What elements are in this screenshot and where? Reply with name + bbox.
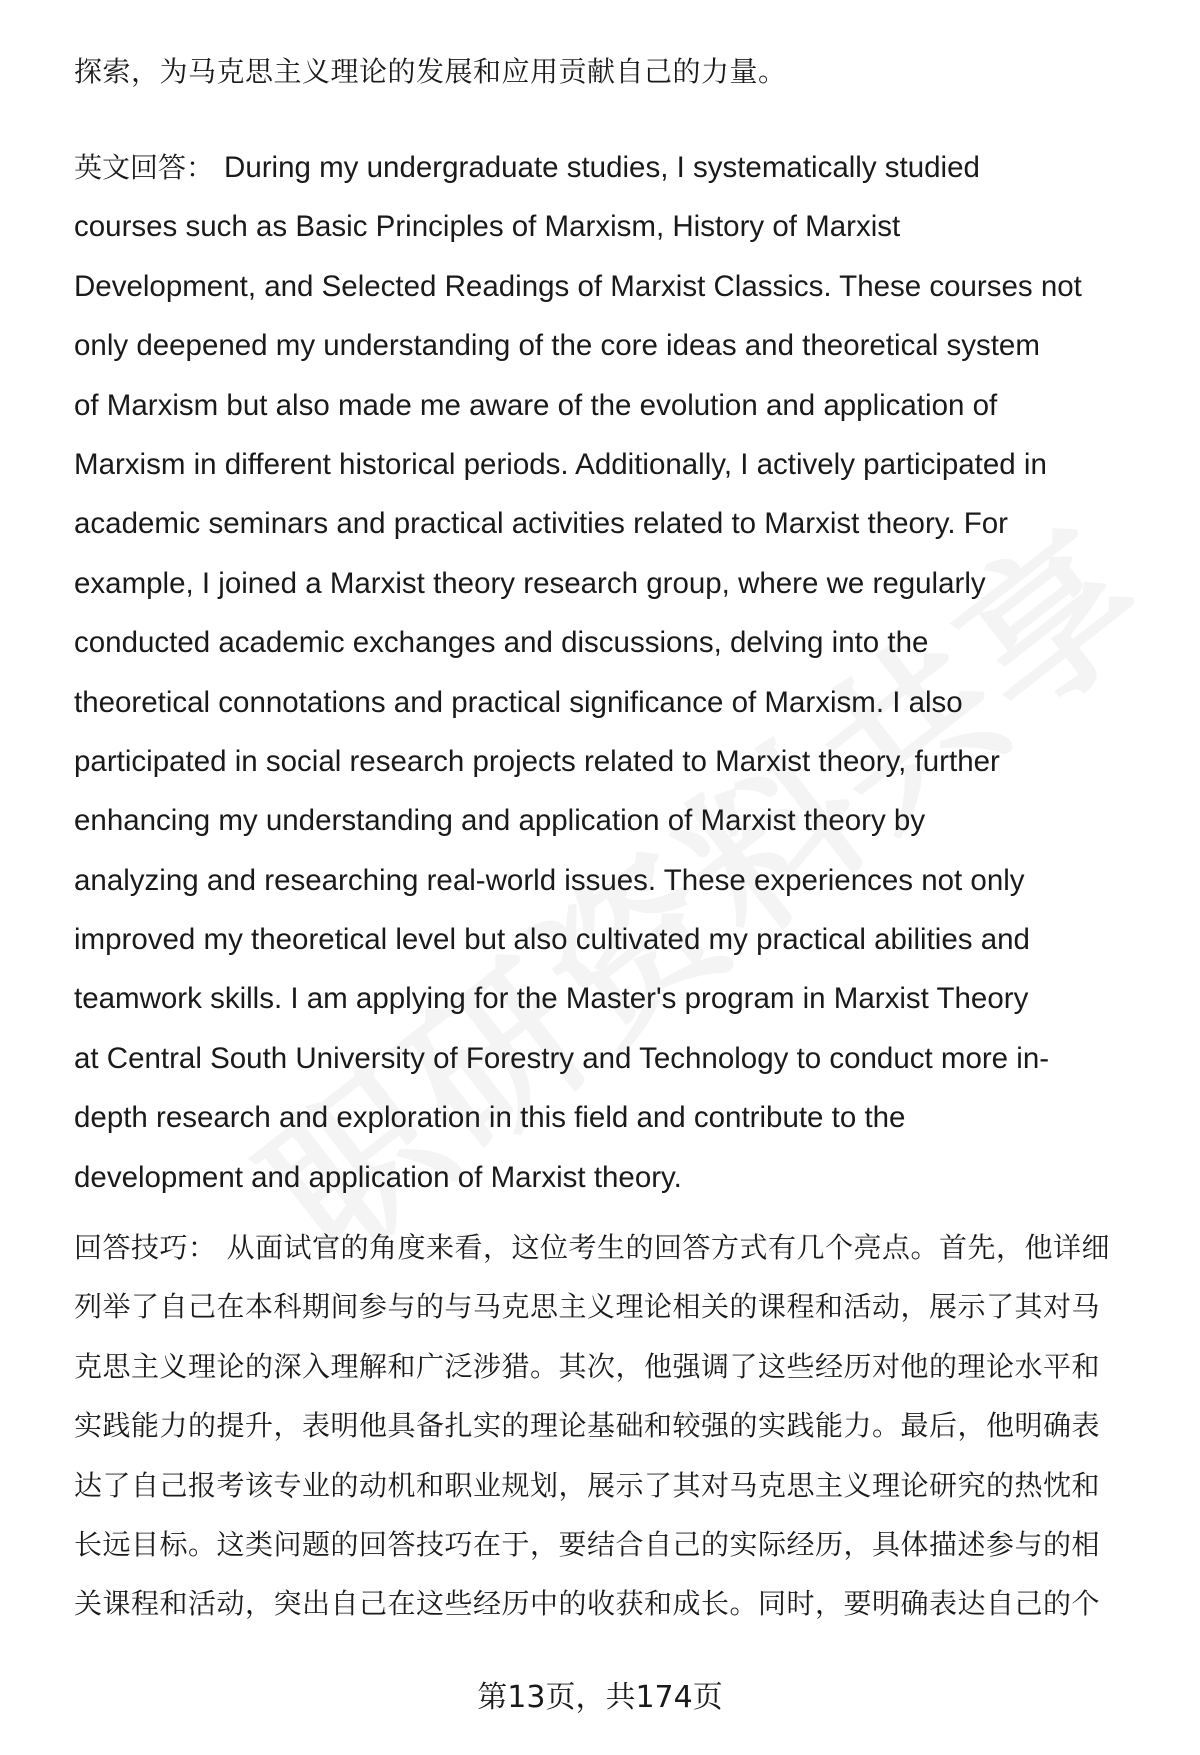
- section-label: 回答技巧：: [74, 1231, 217, 1264]
- text-line: [74, 1456, 1164, 1515]
- text-line: [74, 910, 1164, 969]
- text-line-content: 克思主义理论的深入理解和广泛涉猎。其次，他强调了这些经历对他的理论水平和: [74, 1349, 1101, 1383]
- text-line-content: 实践能力的提升，表明他具备扎实的理论基础和较强的实践能力。最后，他明确表: [74, 1409, 1101, 1443]
- text-line-content: depth research and exploration in this field and contribute to the: [74, 1101, 906, 1135]
- text-line: [74, 1574, 1164, 1633]
- text-line: [74, 138, 1164, 197]
- text-line: [74, 969, 1164, 1028]
- text-line-content: 从面试官的角度来看，这位考生的回答方式有几个亮点。首先，他详细: [226, 1231, 1111, 1264]
- text-line: [74, 42, 1164, 101]
- text-line: [74, 494, 1164, 553]
- text-line-content: example, I joined a Marxist theory research group, where we regularly: [74, 566, 986, 600]
- text-line: [74, 1218, 1164, 1277]
- answer-tips-paragraph: [74, 1218, 1164, 1634]
- text-line-content: 长远目标。这类问题的回答技巧在于，要结合自己的实际经历，具体描述参与的相: [74, 1527, 1101, 1561]
- english-answer-paragraph: [74, 138, 1164, 1207]
- text-line: [74, 1337, 1164, 1396]
- text-line-content: 关课程和活动，突出自己在这些经历中的收获和成长。同时，要明确表达自己的个: [74, 1587, 1101, 1621]
- text-line: [74, 851, 1164, 910]
- text-line: [74, 316, 1164, 375]
- text-line: [74, 257, 1164, 316]
- text-line: [74, 1515, 1164, 1574]
- page-number: 第13页，共174页: [477, 1680, 723, 1715]
- text-line-content: During my undergraduate studies, I systematically studied: [224, 151, 980, 184]
- text-line: [74, 435, 1164, 494]
- section-label: 英文回答：: [74, 151, 215, 184]
- text-line: [74, 1396, 1164, 1455]
- text-line: [74, 1088, 1164, 1147]
- text-line-content: analyzing and researching real-world issues. These experiences not only: [74, 863, 1025, 897]
- text-line-content: of Marxism but also made me aware of the evolution and application of: [74, 388, 998, 422]
- text-line: [74, 197, 1164, 256]
- text-line-content: improved my theoretical level but also cultivated my practical abilities and: [74, 923, 1030, 957]
- text-line-content: academic seminars and practical activities related to Marxist theory. For: [74, 507, 1008, 541]
- text-line-content: only deepened my understanding of the core ideas and theoretical system: [74, 329, 1040, 363]
- text-line-content: courses such as Basic Principles of Marxism, History of Marxist: [74, 210, 901, 244]
- intro-paragraph: [74, 42, 1164, 101]
- text-line: [74, 732, 1164, 791]
- text-line-content: 探索，为马克思主义理论的发展和应用贡献自己的力量。: [74, 55, 787, 88]
- text-line-content: Marxism in different historical periods. Additionally, I actively participated in: [74, 447, 1047, 481]
- text-line: [74, 376, 1164, 435]
- text-line-content: teamwork skills. I am applying for the Master's program in Marxist Theory: [74, 982, 1029, 1016]
- text-line: [74, 791, 1164, 850]
- text-line-content: Development, and Selected Readings of Marxist Classics. These courses not: [74, 269, 1082, 303]
- text-line-content: at Central South University of Forestry and Technology to conduct more in-: [74, 1041, 1050, 1075]
- text-line-content: enhancing my understanding and application of Marxist theory by: [74, 804, 926, 838]
- text-line: [74, 1148, 1164, 1207]
- text-line: [74, 1277, 1164, 1336]
- text-line-content: 列举了自己在本科期间参与的与马克思主义理论相关的课程和活动，展示了其对马: [74, 1290, 1101, 1324]
- text-line: [74, 554, 1164, 613]
- text-line: [74, 673, 1164, 732]
- text-line-content: development and application of Marxist theory.: [74, 1160, 682, 1194]
- text-line: [74, 613, 1164, 672]
- text-line-content: participated in social research projects related to Marxist theory, further: [74, 744, 1000, 778]
- text-line-content: conducted academic exchanges and discussions, delving into the: [74, 626, 929, 660]
- text-line-content: theoretical connotations and practical significance of Marxism. I also: [74, 685, 963, 719]
- text-line-content: 达了自己报考该专业的动机和职业规划，展示了其对马克思主义理论研究的热忱和: [74, 1468, 1101, 1502]
- text-line: [74, 1029, 1164, 1088]
